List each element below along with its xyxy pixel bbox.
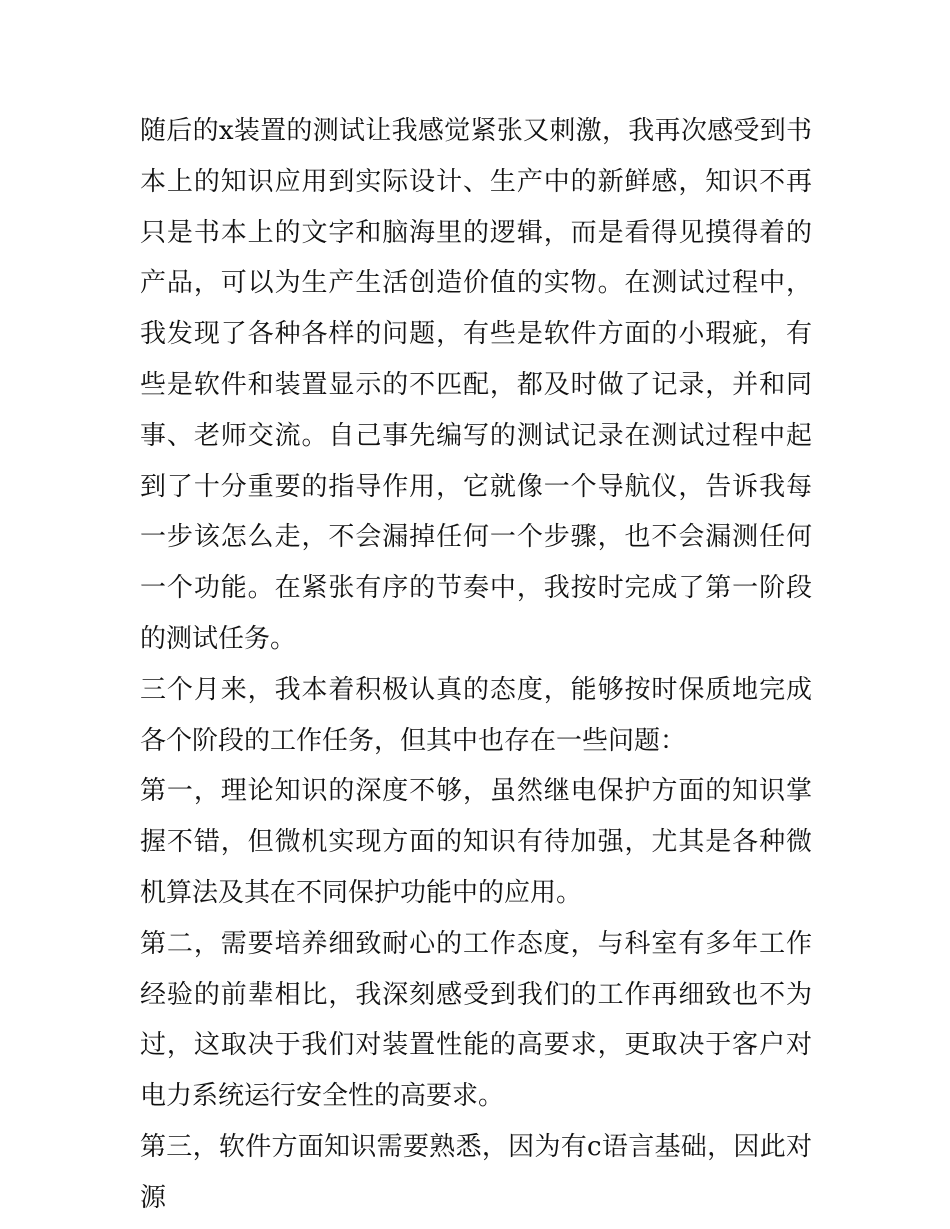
paragraph-issue-three: 第三，软件方面知识需要熟悉，因为有c语言基础，因此对源 — [140, 1131, 812, 1213]
paragraph-issue-two: 第二，需要培养细致耐心的工作态度，与科室有多年工作经验的前辈相比，我深刻感受到我们的工作再细致也不为过，这取决于我们对装置性能的高要求，更取决于客户对电力系统运行安全性的高要求。 — [140, 928, 812, 1112]
paragraph-testing: 随后的x装置的测试让我感觉紧张又刺激，我再次感受到书本上的知识应用到实际设计、生产中的新鲜感，知识不再只是书本上的文字和脑海里的逻辑，而是看得见摸得着的产品，可以为生产生活创造价值的实物。在测试过程中，我发现了各种各样的问题，有些是软件方面的小瑕疵，有些是软件和装置显示的不匹配，都及时做了记录，并和同事、老师交流。自己事先编写的测试记录在测试过程中起到了十分重要的指导作用，它就像一个导航仪，告诉我每一步该怎么走，不会漏掉任何一个步骤，也不会漏测任何一个功能。在紧张有序的节奏中，我按时完成了第一阶段的测试任务。 — [140, 116, 812, 654]
paragraph-summary: 三个月来，我本着积极认真的态度，能够按时保质地完成各个阶段的工作任务，但其中也存在一些问题： — [140, 674, 812, 756]
paragraph-issue-one: 第一，理论知识的深度不够，虽然继电保护方面的知识掌握不错，但微机实现方面的知识有待加强，尤其是各种微机算法及其在不同保护功能中的应用。 — [140, 776, 812, 908]
document-body — [140, 106, 812, 1224]
